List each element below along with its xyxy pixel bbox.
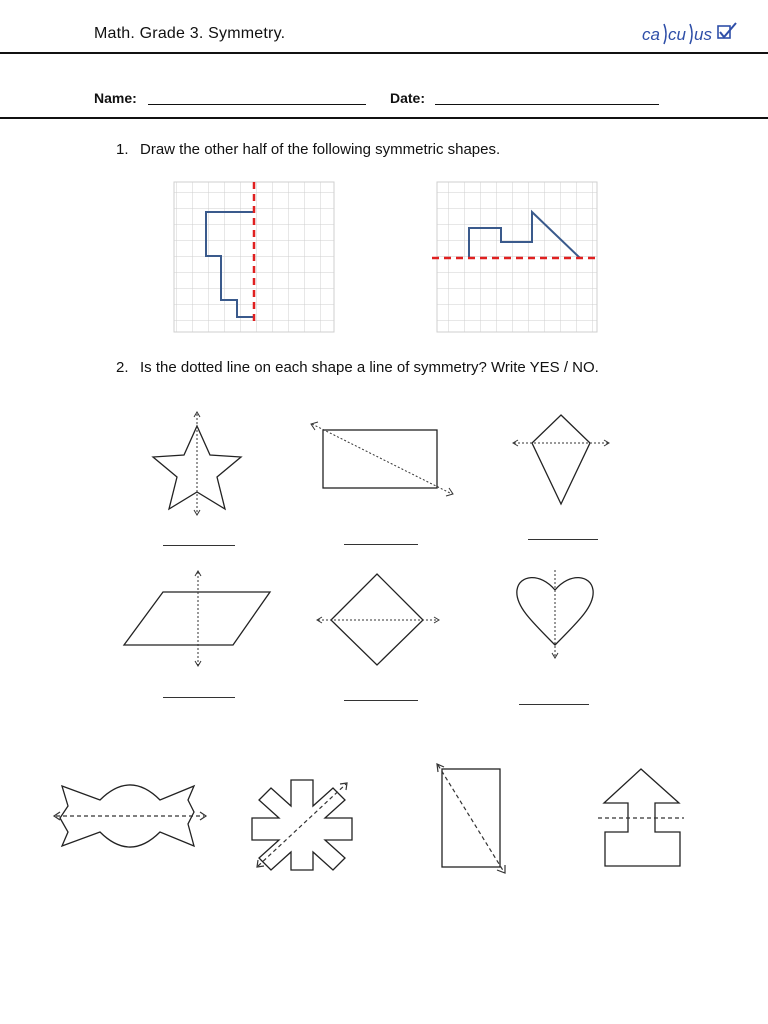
rectangle-diagonal-shape <box>311 422 453 496</box>
answer-line-parallelogram[interactable] <box>163 697 235 698</box>
question-number: 1. <box>116 141 129 158</box>
asterisk-shape <box>252 780 352 870</box>
grid-shape-1[interactable] <box>174 182 334 332</box>
heart-shape <box>517 570 593 658</box>
tall-rectangle-shape <box>437 764 505 873</box>
arrow-house-shape <box>598 769 684 866</box>
diamond-shape <box>317 574 439 665</box>
parallelogram-shape <box>124 571 270 666</box>
svg-text:us: us <box>694 25 712 44</box>
grid-shape-2[interactable] <box>432 182 600 332</box>
question-text: Is the dotted line on each shape a line of symmetry? Write YES / NO. <box>140 359 599 376</box>
svg-text:cu: cu <box>668 25 686 44</box>
date-label: Date: <box>390 90 426 106</box>
question-text: Draw the other half of the following symmetric shapes. <box>140 141 501 158</box>
kite-shape <box>513 415 609 504</box>
answer-line-kite[interactable] <box>528 539 598 540</box>
svg-text:ca: ca <box>642 25 660 44</box>
candy-shape <box>54 785 206 847</box>
answer-line-heart[interactable] <box>519 704 589 705</box>
worksheet-title: Math. Grade 3. Symmetry. <box>94 25 286 42</box>
answer-line-rectangle[interactable] <box>344 544 418 545</box>
answer-line-diamond[interactable] <box>344 700 418 701</box>
name-label: Name: <box>94 90 137 106</box>
answer-line-star[interactable] <box>163 545 235 546</box>
star-shape <box>153 412 241 515</box>
question-number: 2. <box>116 359 129 376</box>
